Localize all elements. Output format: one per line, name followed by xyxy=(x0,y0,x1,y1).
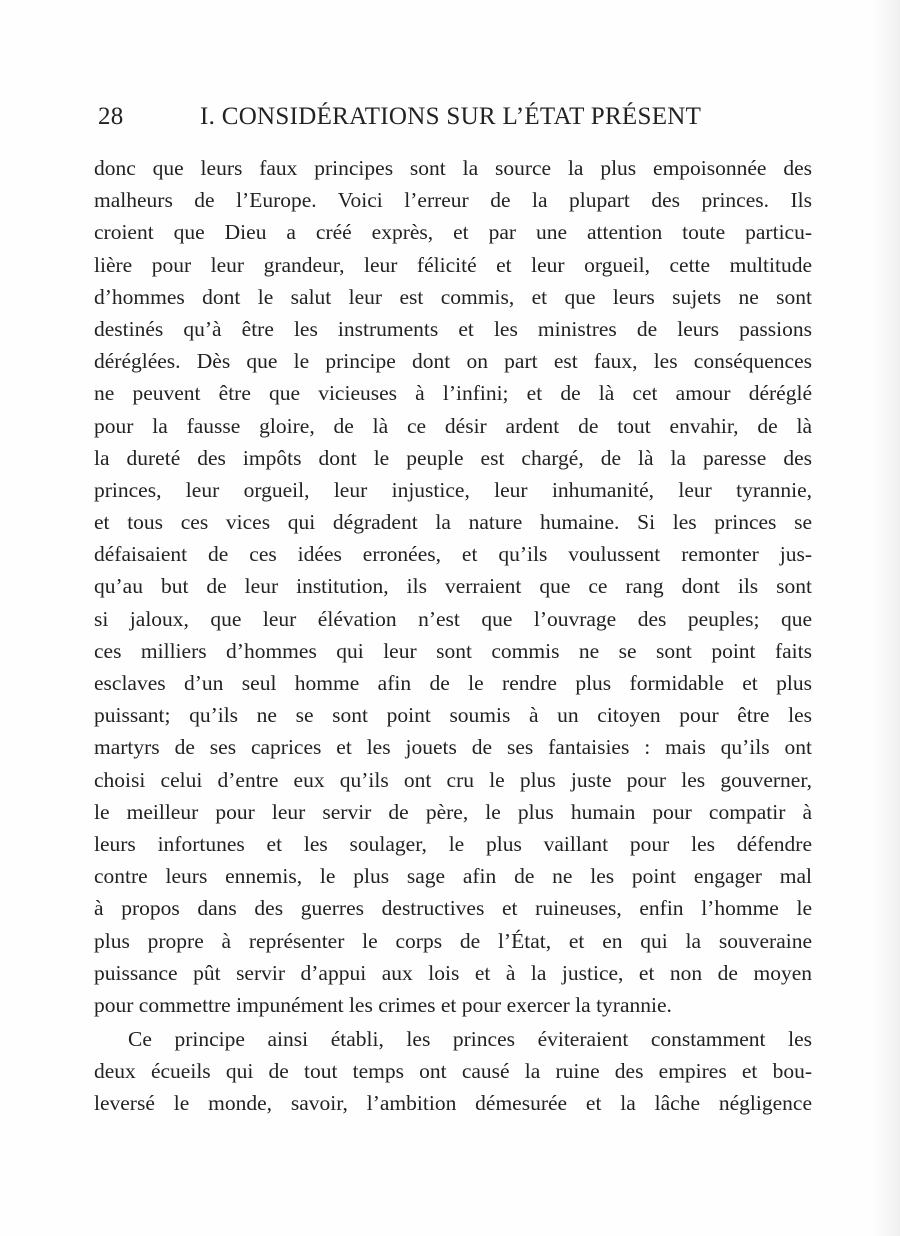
body-text xyxy=(94,152,812,1120)
text-line: esclaves d’un seul homme afin de le rendre plus formidable et plus xyxy=(94,671,812,695)
text-line: déréglées. Dès que le principe dont on part est faux, les conséquences xyxy=(94,349,812,374)
text-line: plus propre à représenter le corps de l’État, et en qui la souveraine xyxy=(94,928,812,953)
text-line: pour la fausse gloire, de là ce désir ardent de tout envahir, de là xyxy=(94,413,812,438)
text-line: martyrs de ses caprices et les jouets de ses fantaisies : mais qu’ils ont xyxy=(94,735,812,760)
text-line: deux écueils qui de tout temps ont causé la ruine des empires et bou- xyxy=(94,1059,812,1084)
text-line: ne peuvent être que vicieuses à l’infini; et de là cet amour déréglé xyxy=(94,381,812,406)
text-line: contre leurs ennemis, le plus sage afin de ne les point engager mal xyxy=(94,864,812,889)
page-number: 28 xyxy=(98,103,124,130)
text-line: défaisaient de ces idées erronées, et qu’ils voulussent remonter jus- xyxy=(94,542,812,567)
page-header xyxy=(96,103,816,139)
text-line: la dureté des impôts dont le peuple est chargé, de là la paresse des xyxy=(94,445,812,470)
text-line: leversé le monde, savoir, l’ambition démesurée et la lâche négligence xyxy=(94,1091,812,1116)
text-line: le meilleur pour leur servir de père, le plus humain pour compatir à xyxy=(94,799,812,824)
paragraph-1 xyxy=(94,152,812,1021)
page-edge-shadow xyxy=(872,0,900,1236)
text-line: leurs infortunes et les soulager, le plus vaillant pour les défendre xyxy=(94,831,812,856)
text-line: destinés qu’à être les instruments et les ministres de leurs passions xyxy=(94,316,812,341)
text-line: Ce principe ainsi établi, les princes éviteraient constamment les xyxy=(128,1027,812,1052)
text-line: et tous ces vices qui dégradent la nature humaine. Si les princes se xyxy=(94,510,812,535)
text-line: si jaloux, que leur élévation n’est que l’ouvrage des peuples; que xyxy=(94,606,812,631)
text-line: choisi celui d’entre eux qu’ils ont cru le plus juste pour les gouverner, xyxy=(94,767,812,792)
running-title: I. CONSIDÉRATIONS SUR L’ÉTAT PRÉSENT xyxy=(200,103,702,130)
text-line: donc que leurs faux principes sont la source la plus empoisonnée des xyxy=(94,156,812,180)
text-line: croient que Dieu a créé exprès, et par une attention toute particu- xyxy=(94,220,812,245)
text-line: d’hommes dont le salut leur est commis, et que leurs sujets ne sont xyxy=(94,284,812,309)
text-line: ces milliers d’hommes qui leur sont commis ne se sont point faits xyxy=(94,638,812,663)
text-line: puissant; qu’ils ne se sont point soumis à un citoyen pour être les xyxy=(94,703,812,728)
text-line: lière pour leur grandeur, leur félicité et leur orgueil, cette multitude xyxy=(94,252,812,277)
text-line: qu’au but de leur institution, ils verraient que ce rang dont ils sont xyxy=(94,574,812,599)
text-line: princes, leur orgueil, leur injustice, leur inhumanité, leur tyrannie, xyxy=(94,477,812,502)
text-line: pour commettre impunément les crimes et pour exercer la tyrannie. xyxy=(94,992,672,1017)
paragraph-2 xyxy=(94,1023,812,1120)
text-line: puissance pût servir d’appui aux lois et à la justice, et non de moyen xyxy=(94,960,812,985)
text-line: à propos dans des guerres destructives et ruineuses, enfin l’homme le xyxy=(94,896,812,921)
text-line: malheurs de l’Europe. Voici l’erreur de la plupart des princes. Ils xyxy=(94,188,812,213)
